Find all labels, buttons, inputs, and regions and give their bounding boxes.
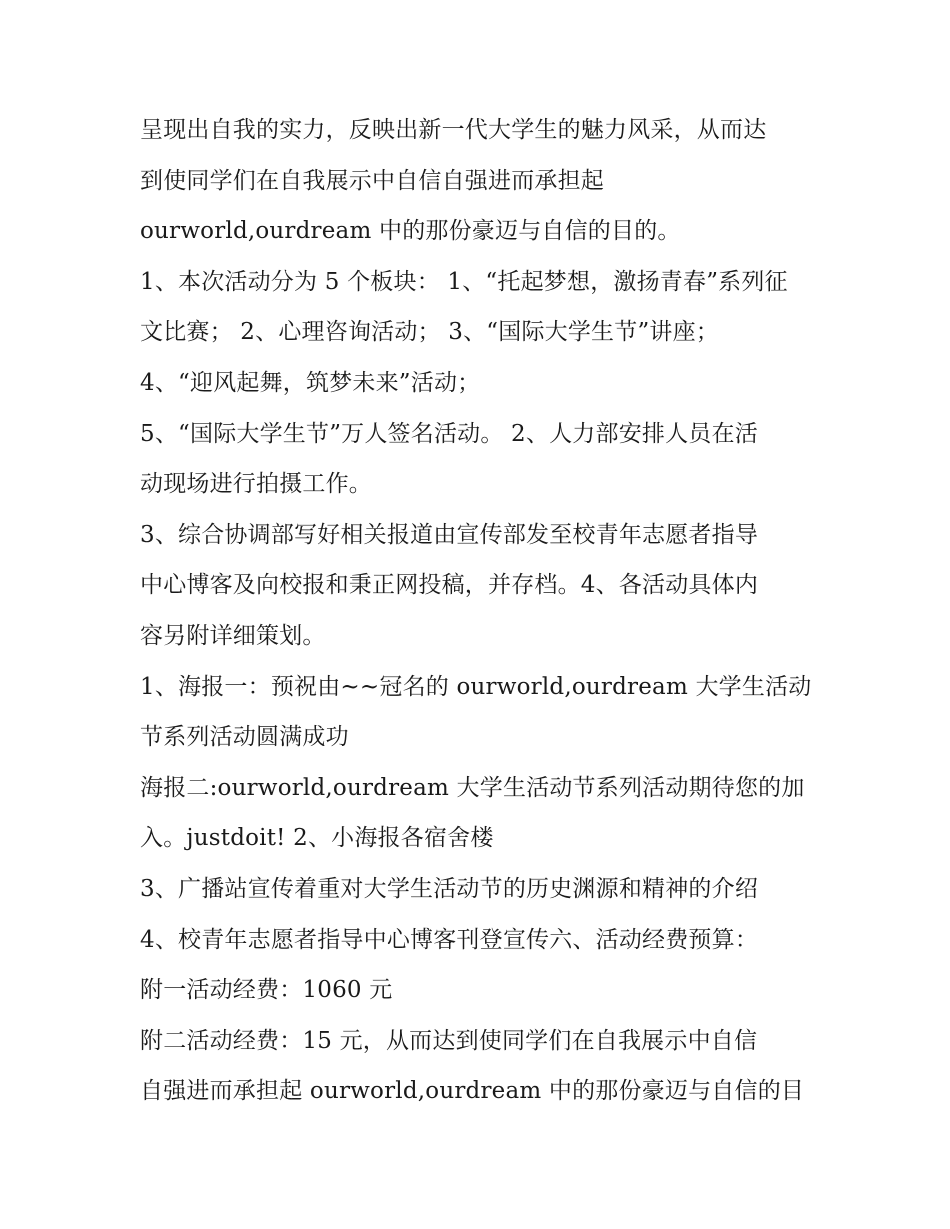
text-line: 节系列活动圆满成功 [140, 724, 349, 751]
text-line: 海报二:ourworld,ourdream 大学生活动节系列活动期待您的加 [140, 774, 805, 801]
text-line: 3、广播站宣传着重对大学生活动节的历史渊源和精神的介绍 [140, 875, 759, 902]
text-line: 4、校青年志愿者指导中心博客刊登宣传六、活动经费预算： [140, 926, 759, 953]
text-line: 3、综合协调部写好相关报道由宣传部发至校青年志愿者指导 [140, 521, 759, 548]
document-body [140, 105, 820, 1117]
text-line: 容另附详细策划。 [140, 622, 326, 649]
text-line: 动现场进行拍摄工作。 [140, 471, 372, 498]
text-line: 自强进而承担起 ourworld,ourdream 中的那份豪迈与自信的目 [140, 1078, 805, 1105]
text-line: 文比赛； 2、心理咨询活动； 3、“国际大学生节”讲座； [140, 319, 720, 346]
text-line: 中心博客及向校报和秉正网投稿，并存档。4、各活动具体内 [140, 572, 759, 599]
text-line: 到使同学们在自我展示中自信自强进而承担起 [140, 167, 604, 194]
text-line: 附一活动经费：1060 元 [140, 977, 393, 1004]
text-line: ourworld,ourdream 中的那份豪迈与自信的目的。 [140, 218, 681, 245]
text-line: 1、海报一：预祝由~~冠名的 ourworld,ourdream 大学生活动 [140, 673, 812, 700]
text-line: 附二活动经费：15 元，从而达到使同学们在自我展示中自信 [140, 1027, 758, 1054]
text-line: 入。justdoit! 2、小海报各宿舍楼 [140, 825, 494, 852]
text-line: 呈现出自我的实力，反映出新一代大学生的魅力风采，从而达 [140, 117, 767, 143]
text-line: 1、本次活动分为 5 个板块： 1、“托起梦想，激扬青春”系列征 [140, 268, 788, 295]
text-line: 5、“国际大学生节”万人签名活动。 2、人力部安排人员在活 [140, 420, 758, 447]
text-line: 4、“迎风起舞，筑梦未来”活动； [140, 369, 481, 396]
